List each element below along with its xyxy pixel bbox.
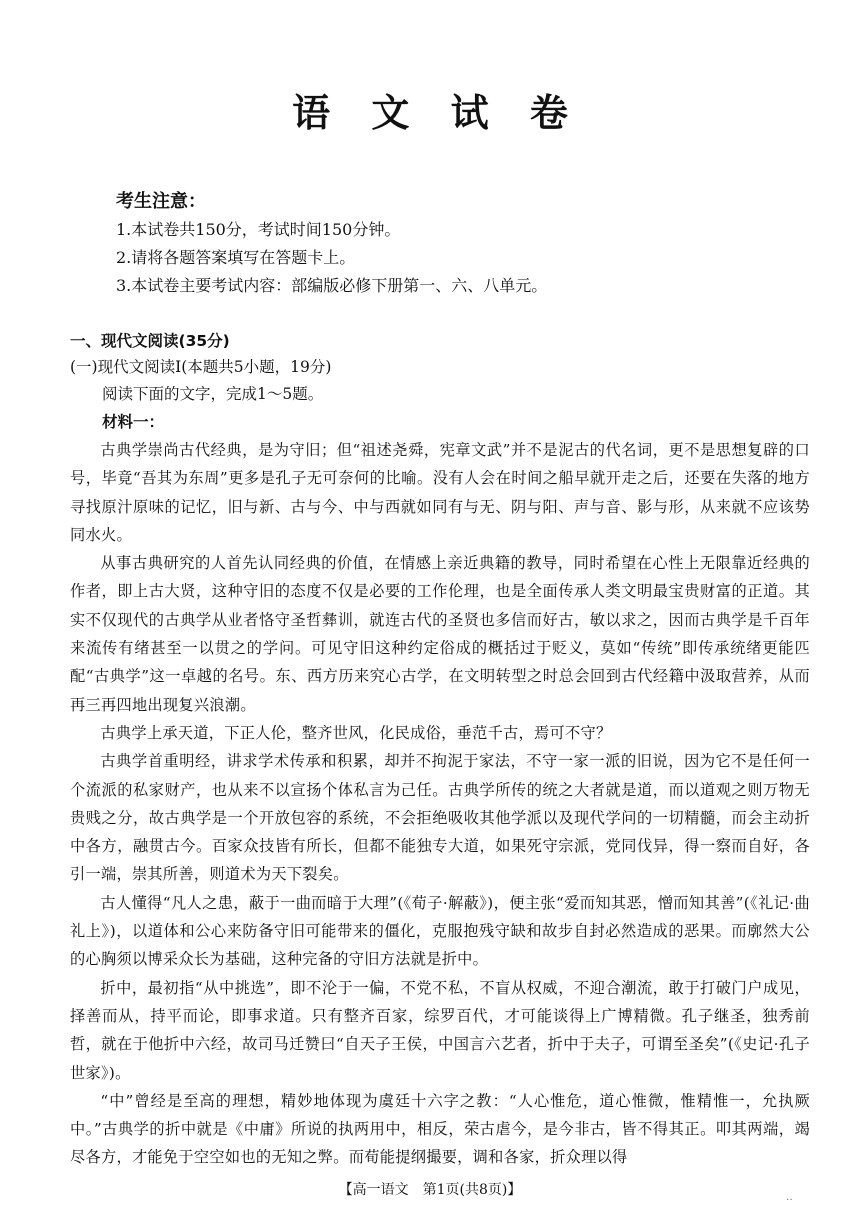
passage-paragraph: 古典学首重明经，讲求学术传承和积累，却并不拘泥于家法，不守一家一派的旧说，因为它不是任何一个流派的私家财产，也从来不以宣扬个体私言为己任。古典学所传的统之大者就是道，而以道观之则万物无贵贱之分，故古典学是一个开放包容的系统，不会拒绝吸收其他学派以及现代学问的一切精髓，而会主动折中各方，融贯古今。百家众技皆有所长，但都不能独专大道，如果死守宗派，党同伐异，得一察而自好，各引一端，崇其所善，则道术为天下裂矣。: [70, 752, 810, 884]
subsection-heading: (一)现代文阅读Ⅰ(本题共5小题，19分): [70, 358, 332, 376]
passage-paragraph: 折中，最初指“从中挑选”，即不沦于一偏，不党不私，不盲从权威，不迎合潮流，敢于打破门户成见，择善而从，持平而论，即事求道。只有整齐百家，综罗百代，才可能谈得上广博精微。孔子继圣，独秀前哲，就在于他折中六经，故司马迁赞曰“自天子王侯，中国言六艺者，折中于夫子，可谓至圣矣”(《史记·孔子世家》)。: [70, 978, 810, 1082]
page-footer: 【高一语文 第1页(共8页)】: [338, 1182, 522, 1198]
scan-mark: ‥: [786, 1192, 793, 1203]
notice-item: 1.本试卷共150分，考试时间150分钟。: [116, 220, 401, 239]
reading-section: [70, 328, 810, 1172]
reading-instruction: 阅读下面的文字，完成1～5题。: [102, 385, 324, 403]
passage-paragraph: 古典学上承天道，下正人伦，整齐世风，化民成俗，垂范千古，焉可不守？: [100, 723, 612, 742]
passage-paragraph: 古典学崇尚古代经典，是为守旧；但“祖述尧舜，宪章文武”并不是泥古的代名词，更不是思想复辟的口号，毕竟“吾其为东周”更多是孔子无可奈何的比喻。没有人会在时间之船早就开走之后，还要在失落的地方寻找原汁原味的记忆，旧与新、古与今、中与西就如同有与无、阴与阳、声与音、影与形，从来就不应该势同水火。: [70, 441, 810, 544]
notice-item: 2.请将各题答案填写在答题卡上。: [116, 248, 356, 267]
section-heading: 一、现代文阅读(35分): [70, 332, 230, 350]
passage-paragraph: “中”曾经是至高的理想，精妙地体现为虞廷十六字之教：“人心惟危，道心惟微，惟精惟一，允执厥中。”古典学的折中就是《中庸》所说的执两用中，相反，荣古虐今，是今非古，皆不得其正。叩其两端，竭尽各方，才能免于空空如也的无知之弊。而荀能提纲撮要，调和各家，折众理以得: [70, 1091, 810, 1167]
passage-paragraph: 从事古典研究的人首先认同经典的价值，在情感上亲近典籍的教导，同时希望在心性上无限靠近经典的作者，即上古大贤，这种守旧的态度不仅是必要的工作伦理，也是全面传承人类文明最宝贵财富的正道。其实不仅现代的古典学从业者恪守圣哲彝训，就连古代的圣贤也多信而好古，敏以求之，因而古典学是千百年来流传有绪甚至一以贯之的学问。可见守旧这种约定俗成的概括过于贬义，莫如“传统”即传承统绪更能匹配“古典学”这一卓越的名号。东、西方历来究心古学，在文明转型之时总会回到古代经籍中汲取营养，从而再三再四地出现复兴浪潮。: [70, 554, 810, 714]
material-label: 材料一：: [102, 413, 165, 431]
notice-item: 3.本试卷主要考试内容：部编版必修下册第一、六、八单元。: [116, 276, 548, 295]
notice-heading: 考生注意：: [116, 191, 206, 212]
page-title: 语 文 试 卷: [292, 91, 582, 135]
candidate-notice: [116, 188, 776, 300]
passage-paragraph: 古人懂得“凡人之患，蔽于一曲而暗于大理”(《荀子·解蔽》)，便主张“爱而知其恶，憎而知其善”(《礼记·曲礼上》)，以道体和公心来防备守旧可能带来的僵化，克服抱残守缺和故步自封必然造成的恶果。而廓然大公的心胸须以博采众长为基础，这种完备的守旧方法就是折中。: [70, 893, 810, 969]
